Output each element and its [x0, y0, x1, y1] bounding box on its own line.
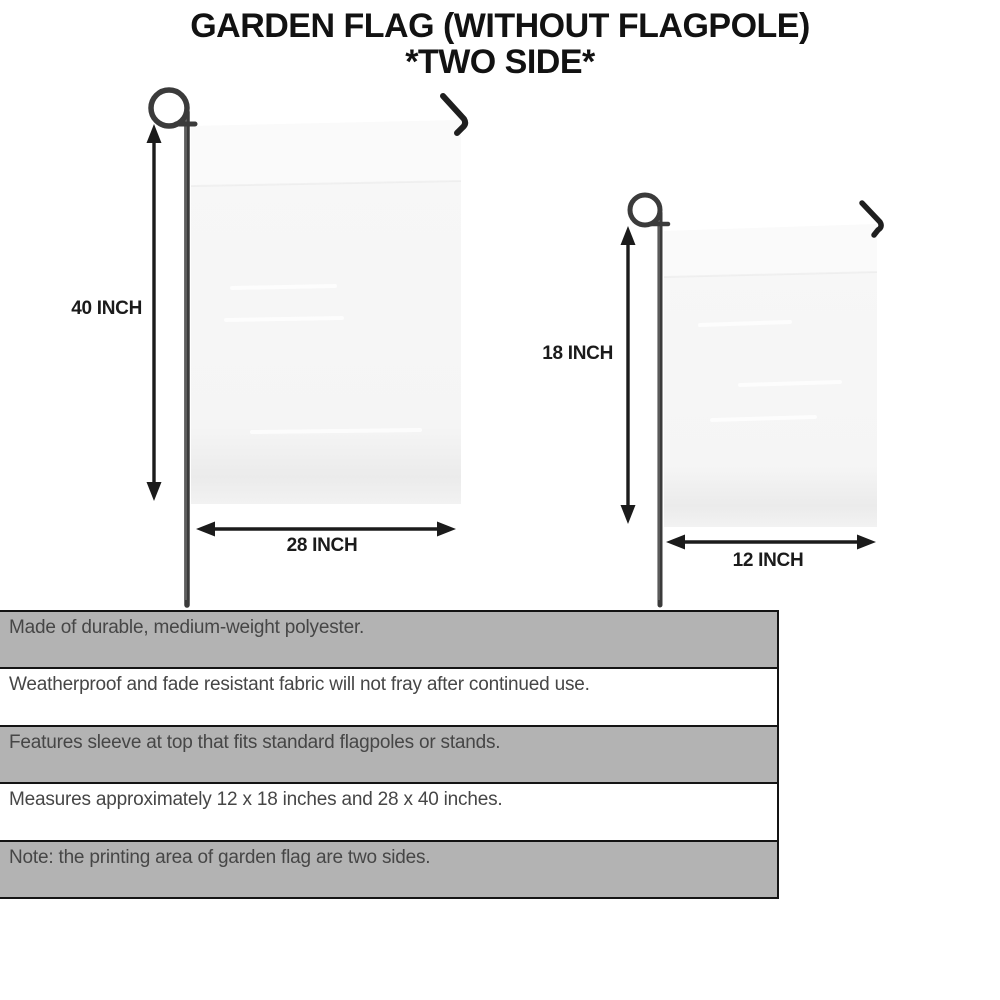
feature-row-material: Made of durable, medium-weight polyester.: [0, 610, 777, 667]
features-table: [0, 610, 779, 899]
page-title: GARDEN FLAG (WITHOUT FLAGPOLE): [190, 7, 810, 45]
feature-row-weatherproof: Weatherproof and fade resistant fabric will not fray after continued use.: [0, 667, 777, 724]
small-flag-group: [621, 195, 882, 605]
large-height-arrow: [147, 124, 162, 501]
small-height-arrow: [621, 226, 636, 524]
large-flag-height-label: 40 INCH: [71, 298, 142, 319]
large-flag-group: [147, 90, 466, 605]
small-flag-width-label: 12 INCH: [732, 550, 804, 571]
feature-row-measures: Measures approximately 12 x 18 inches and 28 x 40 inches.: [0, 782, 777, 839]
small-flagpole-loop: [630, 195, 660, 225]
small-flag-height-label: 18 INCH: [542, 343, 613, 364]
large-flag-sleeve: [191, 120, 461, 186]
page-subtitle: *TWO SIDE*: [405, 43, 595, 81]
small-width-arrow: [666, 535, 876, 550]
feature-row-sleeve: Features sleeve at top that fits standard flagpoles or stands.: [0, 725, 777, 782]
large-flagpole-loop: [151, 90, 187, 126]
feature-row-note: Note: the printing area of garden flag are two sides.: [0, 840, 777, 897]
small-flag-sleeve: [664, 224, 877, 277]
large-flag-width-label: 28 INCH: [286, 535, 358, 556]
